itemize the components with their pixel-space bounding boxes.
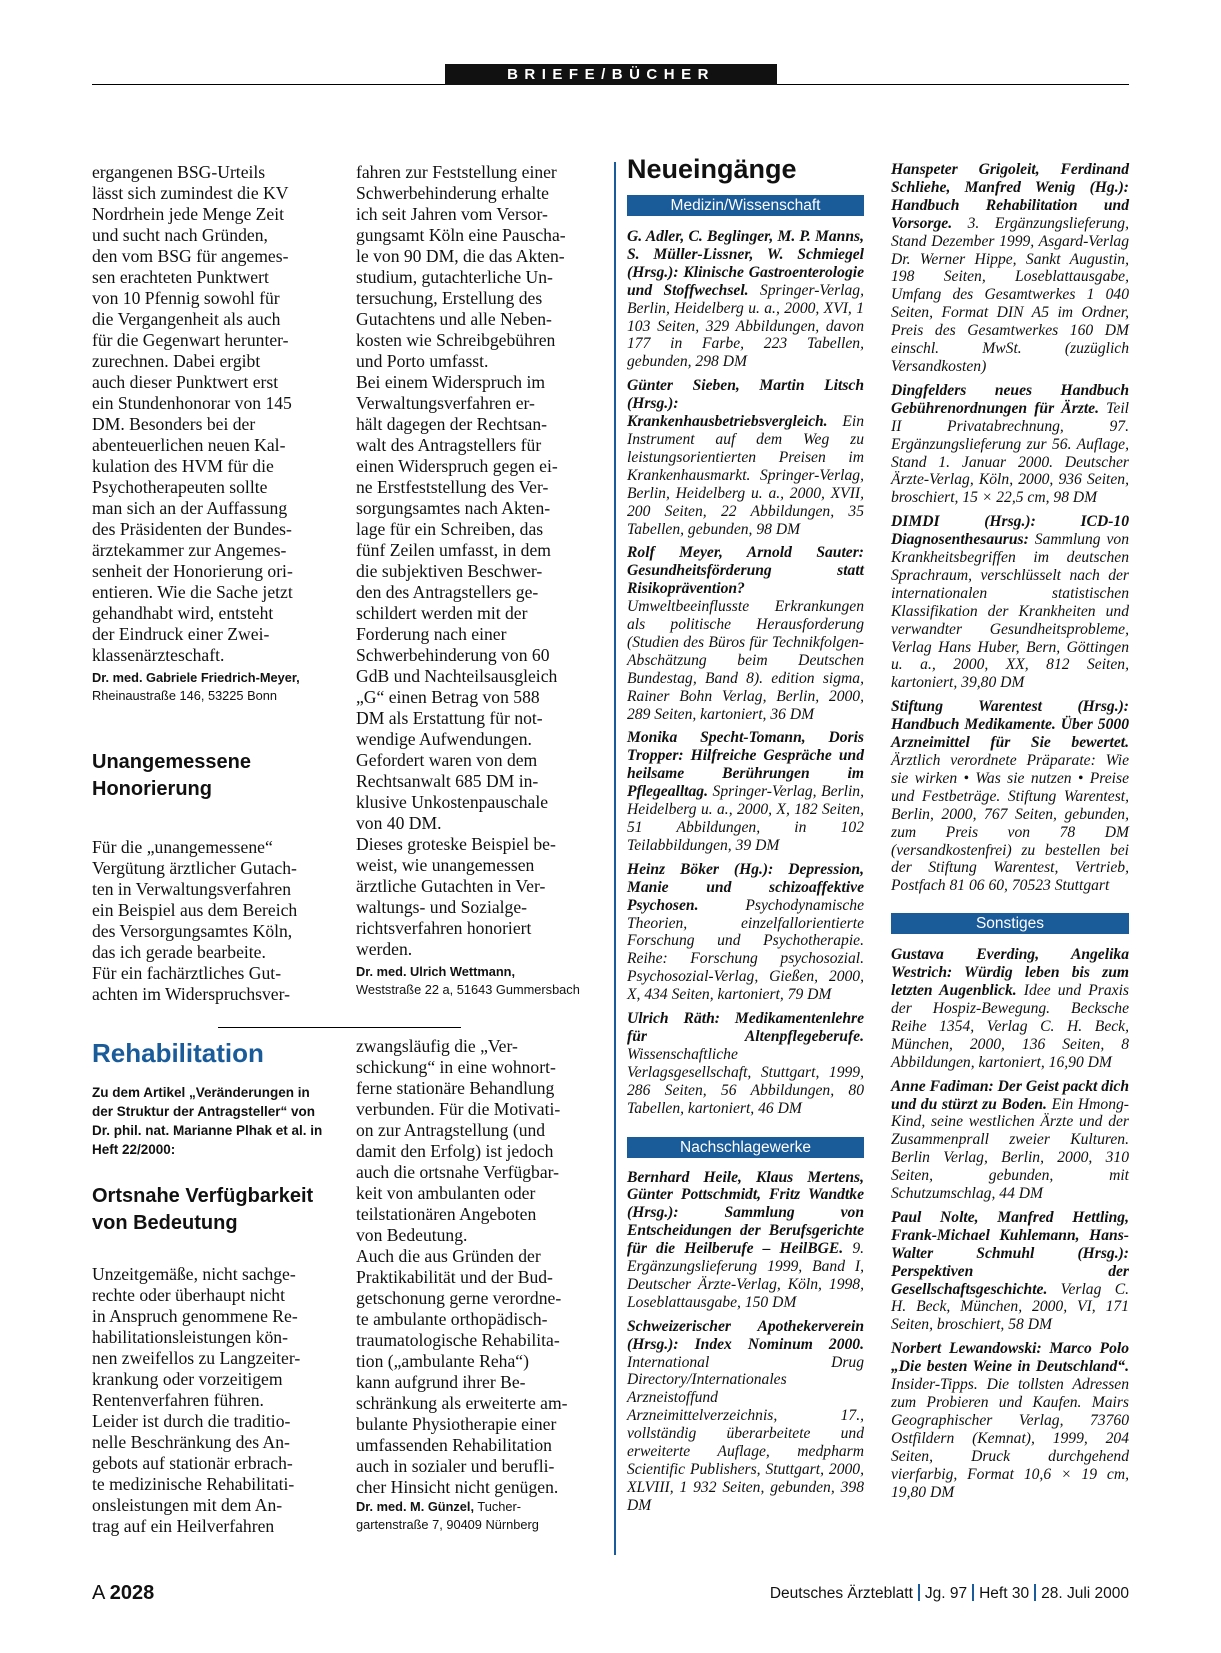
book-entry-title: Hanspeter Grigoleit, Ferdinand Schliehe, Manfred Wenig (Hg.): Handbuch Rehabilitation und Vorsorge. <box>891 161 1129 232</box>
letter-2-signature-name: Dr. med. Ulrich Wettmann, <box>356 964 516 979</box>
heading-line: von Bedeutung <box>92 1212 238 1234</box>
journal-info <box>770 1584 1129 1603</box>
text-line: achten im Widerspruchsver- <box>92 984 290 1004</box>
journal-volume: Jg. 97 <box>924 1585 968 1602</box>
book-entry-title: Dingfelders neues Handbuch Gebührenordnungen für Ärzte. <box>891 381 1129 417</box>
book-entry-title: Ulrich Räth: Medikamentenlehre für Altenpflegeberufe. <box>627 1010 864 1045</box>
section-header: BRIEFE/BÜCHER <box>445 64 777 85</box>
book-entry <box>627 729 864 854</box>
text-line: Auch die aus Gründen der <box>356 1246 541 1266</box>
text-line: Gefordert waren von dem <box>356 750 538 770</box>
text-line: in Anspruch genommene Re- <box>92 1306 298 1326</box>
book-entry-title: Anne Fadiman: Der Geist packt dich und du stürzt zu Boden. <box>891 1077 1129 1113</box>
book-entry-title: Schweizerischer Apothekerverein (Hrsg.): Index Nominum 2000. <box>627 1317 864 1353</box>
text-line: Forderung nach einer <box>356 624 507 644</box>
text-line: gehandhabt wird, entsteht <box>92 603 274 623</box>
text-line: abenteuerlichen neuen Kal- <box>92 435 286 455</box>
text-line: des Präsidenten der Bundes- <box>92 519 292 539</box>
text-line: kann aufgrund ihrer Be- <box>356 1372 526 1392</box>
text-line: wendige Aufwendungen. <box>356 729 532 749</box>
letter-2-column <box>356 162 596 999</box>
text-line: walt des Antragstellers für <box>356 435 542 455</box>
column-rule <box>614 162 616 1555</box>
category-sonstiges: Sonstiges <box>891 913 1129 934</box>
text-line: die subjektiven Beschwer- <box>356 561 543 581</box>
text-line: Nordrhein jede Menge Zeit <box>92 204 284 224</box>
book-entry-details: Idee und Praxis der Hospiz-Bewegung. Becksche Reihe 1354, Verlag C. H. Beck, München, 2000, 136 Seiten, 8 Abbildungen, kartoniert, 16,90 DM <box>891 982 1129 1071</box>
text-line: verbunden. Für die Motivati- <box>356 1099 561 1119</box>
text-line: umfassenden Rehabilitation <box>356 1435 552 1455</box>
text-line: teilstationären Angeboten <box>356 1204 537 1224</box>
text-line: Schwerbehinderung von 60 <box>356 645 550 665</box>
text-line: richtsverfahren honoriert <box>356 918 532 938</box>
text-line: rechte oder überhaupt nicht <box>92 1285 285 1305</box>
text-line: von 40 DM. <box>356 813 442 833</box>
text-line: ten in Verwaltungsverfahren <box>92 879 292 899</box>
text-line: onsleistungen mit dem An- <box>92 1495 283 1515</box>
text-line: das ich gerade bearbeite. <box>92 942 266 962</box>
book-entry <box>627 1169 864 1312</box>
book-entry <box>627 1318 864 1515</box>
text-line: gungsamt Köln eine Pauscha- <box>356 225 566 245</box>
text-line: von 10 Pfennig sowohl für <box>92 288 280 308</box>
book-entry-title: Gustava Everding, Angelika Westrich: Würdig leben bis zum letzten Augenblick. <box>891 946 1129 1000</box>
rehab-text-2 <box>356 1036 596 1498</box>
page-prefix: A <box>92 1582 110 1604</box>
text-line: tersuchung, Erstellung des <box>356 288 543 308</box>
text-line: den vom BSG für angemes- <box>92 246 289 266</box>
book-entry-details: International Drug Directory/Internationales Arzneistoffund Arzneimittelverzeichnis, 17., vollständig überarbeitete und erweiterte Auflage, medpharm Scientific Publishers, Stuttgart, 2000, XLVIII, 1 932 Seiten, gebunden, 398 DM <box>627 1353 864 1514</box>
text-line: DM als Erstattung für not- <box>356 708 543 728</box>
text-line: ergangenen BSG-Urteils <box>92 162 266 182</box>
letter-2-text <box>92 837 332 1005</box>
text-line: Praktikabilität und der Bud- <box>356 1267 553 1287</box>
text-line: ein Beispiel aus dem Bereich <box>92 900 298 920</box>
text-line: te ambulante orthopädisch- <box>356 1309 548 1329</box>
separator <box>1034 1584 1036 1601</box>
book-entry-details: Insider-Tipps. Die tollsten Adressen zum Probieren und Kaufen. Mairs Geographischer Verlag, 73760 Ostfildern (Kemnat), 1999, 204 Seiten, Druck durchgehend vierfarbig, Format 10,6 × 19 cm, 19,80 DM <box>891 1376 1129 1501</box>
book-entry-details: Wissenschaftliche Verlagsgesellschaft, Stuttgart, 1999, 286 Seiten, 56 Abbildungen, 80 Tabellen, kartoniert, 46 DM <box>627 1045 864 1117</box>
text-line: von Bedeutung. <box>356 1225 468 1245</box>
rehab-title: Rehabilitation <box>92 1038 264 1068</box>
text-line: Vergütung ärztlicher Gutach- <box>92 858 297 878</box>
page-number <box>92 1582 154 1605</box>
book-entry-details: Springer-Verlag, Berlin, Heidelberg u. a., 2000, XVI, 1 103 Seiten, 329 Abbildungen, davon 177 in Farbe, 223 Tabellen, gebunden, 298 DM <box>627 281 864 371</box>
sonstiges-list <box>891 946 1129 1501</box>
text-line: auch in sozialer und berufli- <box>356 1456 555 1476</box>
text-line: Verwaltungsverfahren er- <box>356 393 535 413</box>
text-line: trag auf ein Heilverfahren <box>92 1516 275 1536</box>
book-entry-title: Paul Nolte, Manfred Hettling, Frank-Michael Kuhlemann, Hans-Walter Schmuhl (Hrsg.): Perspektiven der Gesellschaftsgeschichte. <box>891 1208 1129 1298</box>
text-line: cher Hinsicht nicht genügen. <box>356 1477 559 1497</box>
text-line: traumatologische Rehabilita- <box>356 1330 560 1350</box>
book-entry <box>891 698 1129 895</box>
rehab-signature <box>356 1498 596 1516</box>
text-line: ich seit Jahren vom Versor- <box>356 204 548 224</box>
text-line: Leider ist durch die traditio- <box>92 1411 291 1431</box>
book-entry <box>891 382 1129 507</box>
text-line: Psychotherapeuten sollte <box>92 477 268 497</box>
text-line: ärztekammer zur Angemes- <box>92 540 287 560</box>
text-line: „G“ einen Betrag von 588 <box>356 687 540 707</box>
book-entry-details: Teil II Privatabrechnung, 97. Ergänzungslieferung zur 56. Auflage, Stand 1. Januar 2000. Deutscher Ärzte-Verlag, Köln, 2000, 936 Seiten, broschiert, 15 × 22,5 cm, 98 DM <box>891 399 1129 507</box>
journal-issue: Heft 30 <box>979 1585 1030 1602</box>
text-line: studium, gutachterliche Un- <box>356 267 553 287</box>
book-entry-title: Stiftung Warentest (Hrsg.): Handbuch Medikamente. Über 5000 Arzneimittel für Sie bewertet. <box>891 698 1129 752</box>
book-entry-title: Bernhard Heile, Klaus Mertens, Günter Pottschmidt, Fritz Wandtke (Hrsg.): Sammlung von Entscheidungen der Berufsgerichte für die Heilberufe – HeilBGE. <box>627 1168 864 1258</box>
book-entry-details: Sammlung von Krankheitsbegriffen im deutschen Sprachraum, verschlüsselt nach der internationalen statistischen Klassifikation der Krankheiten und verwandter Gesundheitsprobleme, Verlag Hans Huber, Bern, Göttingen u. a., 2000, XX, 812 Seiten, kartoniert, 39,80 DM <box>891 531 1129 692</box>
page-footer <box>92 1582 1129 1606</box>
separator <box>972 1584 974 1601</box>
text-line: GdB und Nachteilsausgleich <box>356 666 558 686</box>
intro-line: Zu dem Artikel „Veränderungen in <box>92 1085 310 1100</box>
book-entry-title: Günter Sieben, Martin Litsch (Hrsg.): Krankenhausbetriebsvergleich. <box>627 377 864 431</box>
book-entry-details: Springer-Verlag, Berlin, Heidelberg u. a., 2000, X, 182 Seiten, 51 Abbildungen, in 102 Teilabbildungen, 39 DM <box>627 783 864 854</box>
heading-line: Unangemessene <box>92 751 251 773</box>
text-line: werden. <box>356 939 413 959</box>
text-line: entieren. Wie die Sache jetzt <box>92 582 293 602</box>
rehab-heading <box>92 1183 332 1237</box>
intro-line: Heft 22/2000: <box>92 1142 176 1157</box>
text-line: des Versorgungsamtes Köln, <box>92 921 293 941</box>
text-line: Bei einem Widerspruch im <box>356 372 546 392</box>
neueingaenge-column <box>627 154 864 1521</box>
text-line: Für die „unangemessene“ <box>92 837 273 857</box>
text-line: krankung oder vorzeitigem <box>92 1369 283 1389</box>
book-entry-details: Ärztlich verordnete Präparate: Wie sie wirken • Was sie nutzen • Preise und Festbeträge. Stiftung Warentest, Berlin, 2000, 767 Seiten, gebunden, zum Preis von 78 DM (versandkostenfrei) zu bestellen bei der Stiftung Warentest, Vertrieb, Postfach 81 06 60, 70523 Stuttgart <box>891 752 1129 895</box>
books-column-4 <box>891 161 1129 1507</box>
text-line: lage für ein Schreiben, das <box>356 519 544 539</box>
rehab-signature-address-1: Tucher- <box>474 1499 521 1514</box>
text-line: lässt sich zumindest die KV <box>92 183 289 203</box>
text-line: für die Gegenwart herunter- <box>92 330 289 350</box>
book-entry <box>891 1078 1129 1203</box>
text-line: weist, wie unangemessen <box>356 855 535 875</box>
letter-2-text-continued <box>356 162 596 960</box>
book-entry <box>891 161 1129 376</box>
text-line: on zur Antragstellung (und <box>356 1120 546 1140</box>
text-line: die Vergangenheit als auch <box>92 309 281 329</box>
intro-line: der Struktur der Antragsteller“ von <box>92 1104 316 1119</box>
book-entry <box>627 228 864 371</box>
text-line: ferne stationäre Behandlung <box>356 1078 555 1098</box>
rehab-intro <box>92 1083 332 1159</box>
text-line: Schwerbehinderung erhalte <box>356 183 549 203</box>
rehab-signature-name: Dr. med. M. Günzel, <box>356 1499 475 1514</box>
rehab-signature-address-2: gartenstraße 7, 90409 Nürnberg <box>356 1517 539 1532</box>
text-line: schränkung als erweiterte am- <box>356 1393 568 1413</box>
book-entry-details: 3. Ergänzungslieferung, Stand Dezember 1999, Asgard-Verlag Dr. Werner Hippe, Sankt Augustin, 198 Seiten, Loseblattausgabe, Umfang des Gesamtwerkes 1 040 Seiten, Format DIN A5 im Ordner, Preis des Gesamtwerkes 160 DM einschl. MwSt. (zuzüglich Versandkosten) <box>891 214 1129 375</box>
book-entry-details: Ein Hmong-Kind, seine westlichen Ärzte und der Zusammenprall zweier Kulturen. Berlin Verlag, Berlin, 2000, 310 Seiten, gebunden, mit Schutzumschlag, 44 DM <box>891 1095 1129 1203</box>
text-line: auch dieser Punktwert erst <box>92 372 279 392</box>
text-line: habilitationsleistungen kön- <box>92 1327 288 1347</box>
category-nachschlagewerke: Nachschlagewerke <box>627 1137 864 1158</box>
book-entry-title: Norbert Lewandowski: Marco Polo „Die besten Weine in Deutschland“. <box>891 1340 1129 1376</box>
text-line: damit den Erfolg) ist jedoch <box>356 1141 554 1161</box>
heading-line: Ortsnahe Verfügbarkeit <box>92 1185 314 1207</box>
text-line: tion („ambulante Reha“) <box>356 1351 529 1371</box>
rehab-text-1 <box>92 1264 332 1537</box>
text-line: einen Widerspruch gegen ei- <box>356 456 558 476</box>
book-entry-title: Rolf Meyer, Arnold Sauter: Gesundheitsförderung statt Risikoprävention? <box>627 544 864 598</box>
book-entry-details: 9. Ergänzungslieferung 1999, Band I, Deutscher Ärzte-Verlag, Köln, 1998, Loseblattausgabe, 150 DM <box>627 1240 865 1311</box>
text-line: senheit der Honorierung ori- <box>92 561 293 581</box>
text-line: zwangsläufig die „Ver- <box>356 1036 518 1056</box>
book-entry-details: Psychodynamische Theorien, einzelfallorientierte Forschung und Psychotherapie. Reihe: Forschung psychosozial. Psychosozial-Verlag, Gießen, 2000, X, 434 Seiten, kartoniert, 79 DM <box>627 896 864 1004</box>
text-line: Gutachtens und alle Neben- <box>356 309 552 329</box>
book-entry-title: DIMDI (Hrsg.): ICD-10 Diagnosenthesaurus: <box>891 513 1129 549</box>
rehab-column-1 <box>92 1038 332 1537</box>
text-line: hält dagegen der Rechtsan- <box>356 414 548 434</box>
text-line: zurechnen. Dabei ergibt <box>92 351 261 371</box>
page-number-value: 2028 <box>109 1582 155 1604</box>
letter-1-signature-name: Dr. med. Gabriele Friedrich-Meyer, <box>92 670 300 685</box>
book-entry <box>627 861 864 1004</box>
text-line: kosten wie Schreibgebühren <box>356 330 556 350</box>
text-line: auch die ortsnahe Verfügbar- <box>356 1162 560 1182</box>
text-line: klusive Unkostenpauschale <box>356 792 549 812</box>
letter-1-column <box>92 162 332 1005</box>
book-entry <box>891 1209 1129 1334</box>
text-line: fünf Zeilen umfasst, in dem <box>356 540 551 560</box>
text-line: nen zweifellos zu Langzeiter- <box>92 1348 301 1368</box>
text-line: den des Antragstellers ge- <box>356 582 539 602</box>
text-line: Unzeitgemäße, nicht sachge- <box>92 1264 296 1284</box>
book-entry-details: Umweltbeeinflusste Erkrankungen als politische Herausforderung (Studien des Büros für Technikfolgen-Abschätzung beim Deutschen Bundestag, Band 8). edition sigma, Rainer Bohn Verlag, Berlin, 2000, 289 Seiten, kartoniert, 36 DM <box>627 598 864 723</box>
medizin-list <box>627 228 864 1118</box>
book-entry <box>891 946 1129 1071</box>
letter-2-signature-address: Weststraße 22 a, 51643 Gummersbach <box>356 982 580 997</box>
text-line: sen erachteten Punktwert <box>92 267 269 287</box>
book-entry <box>891 513 1129 692</box>
text-line: Für ein fachärztliches Gut- <box>92 963 282 983</box>
journal-date: 28. Juli 2000 <box>1041 1585 1129 1602</box>
book-entry-title: G. Adler, C. Beglinger, M. P. Manns, S. Müller-Lissner, W. Schmiegel (Hrsg.): Klinische Gastroenterologie und Stoffwechsel. <box>627 228 864 299</box>
text-line: sorgungsamtes nach Akten- <box>356 498 551 518</box>
intro-line: Dr. phil. nat. Marianne Plhak et al. in <box>92 1123 323 1138</box>
text-line: Rentenverfahren führen. <box>92 1390 264 1410</box>
text-line: DM. Besonders bei der <box>92 414 256 434</box>
book-entry-details: Ein Instrument auf dem Weg zu leistungsorientierten Preisen im Krankenhausmarkt. Springer-Verlag, Berlin, Heidelberg u. a., 2000, XVII, 200 Seiten, 22 Abbildungen, 35 Tabellen, gebunden, 98 DM <box>627 413 864 538</box>
neueingaenge-title: Neueingänge <box>627 154 797 184</box>
text-line: te medizinische Rehabilitati- <box>92 1474 295 1494</box>
category-medizin: Medizin/Wissenschaft <box>627 195 864 216</box>
text-line: und Porto umfasst. <box>356 351 489 371</box>
letter-2-heading <box>92 749 332 803</box>
text-line: ein Stundenhonorar von 145 <box>92 393 292 413</box>
text-line: kulation des HVM für die <box>92 456 274 476</box>
book-entry-title: Heinz Böker (Hg.): Depression, Manie und schizoaffektive Psychosen. <box>627 860 864 914</box>
book-entry <box>627 377 864 538</box>
text-line: schildert werden mit der <box>356 603 528 623</box>
book-entry-title: Monika Specht-Tomann, Doris Tropper: Hilfreiche Gespräche und heilsame Berührungen im Pflegealltag. <box>627 729 864 801</box>
rehab-column-2 <box>356 1036 596 1534</box>
letter-1-signature-address: Rheinaustraße 146, 53225 Bonn <box>92 688 277 703</box>
book-entry <box>891 1340 1129 1501</box>
heading-line: Honorierung <box>92 778 212 800</box>
journal-name: Deutsches Ärzteblatt <box>769 1585 913 1602</box>
section-divider <box>218 1027 461 1028</box>
text-line: keit von ambulanten oder <box>356 1183 536 1203</box>
text-line: ärztliche Gutachten in Ver- <box>356 876 546 896</box>
nachschlage-list <box>627 1169 864 1515</box>
text-line: ne Erstfeststellung des Ver- <box>356 477 549 497</box>
text-line: waltungs- und Sozialge- <box>356 897 528 917</box>
text-line: und sucht nach Gründen, <box>92 225 268 245</box>
text-line: schickung“ in eine wohnort- <box>356 1057 556 1077</box>
book-entry <box>627 544 864 723</box>
text-line: Rechtsanwalt 685 DM in- <box>356 771 539 791</box>
text-line: man sich an der Auffassung <box>92 498 288 518</box>
text-line: bulante Physiotherapie einer <box>356 1414 557 1434</box>
text-line: le von 90 DM, die das Akten- <box>356 246 565 266</box>
text-line: fahren zur Feststellung einer <box>356 162 557 182</box>
separator <box>918 1584 920 1601</box>
text-line: der Eindruck einer Zwei- <box>92 624 270 644</box>
text-line: Dieses groteske Beispiel be- <box>356 834 556 854</box>
text-line: gebots auf stationär erbrach- <box>92 1453 293 1473</box>
book-entry <box>627 1010 864 1117</box>
text-line: klassenärzteschaft. <box>92 645 225 665</box>
letter-1-text <box>92 162 332 666</box>
col4-list <box>891 161 1129 895</box>
text-line: getschonung gerne verordne- <box>356 1288 562 1308</box>
text-line: nelle Beschränkung des An- <box>92 1432 290 1452</box>
book-entry-details: Verlag C. H. Beck, München, 2000, VI, 171 Seiten, broschiert, 58 DM <box>891 1280 1129 1334</box>
